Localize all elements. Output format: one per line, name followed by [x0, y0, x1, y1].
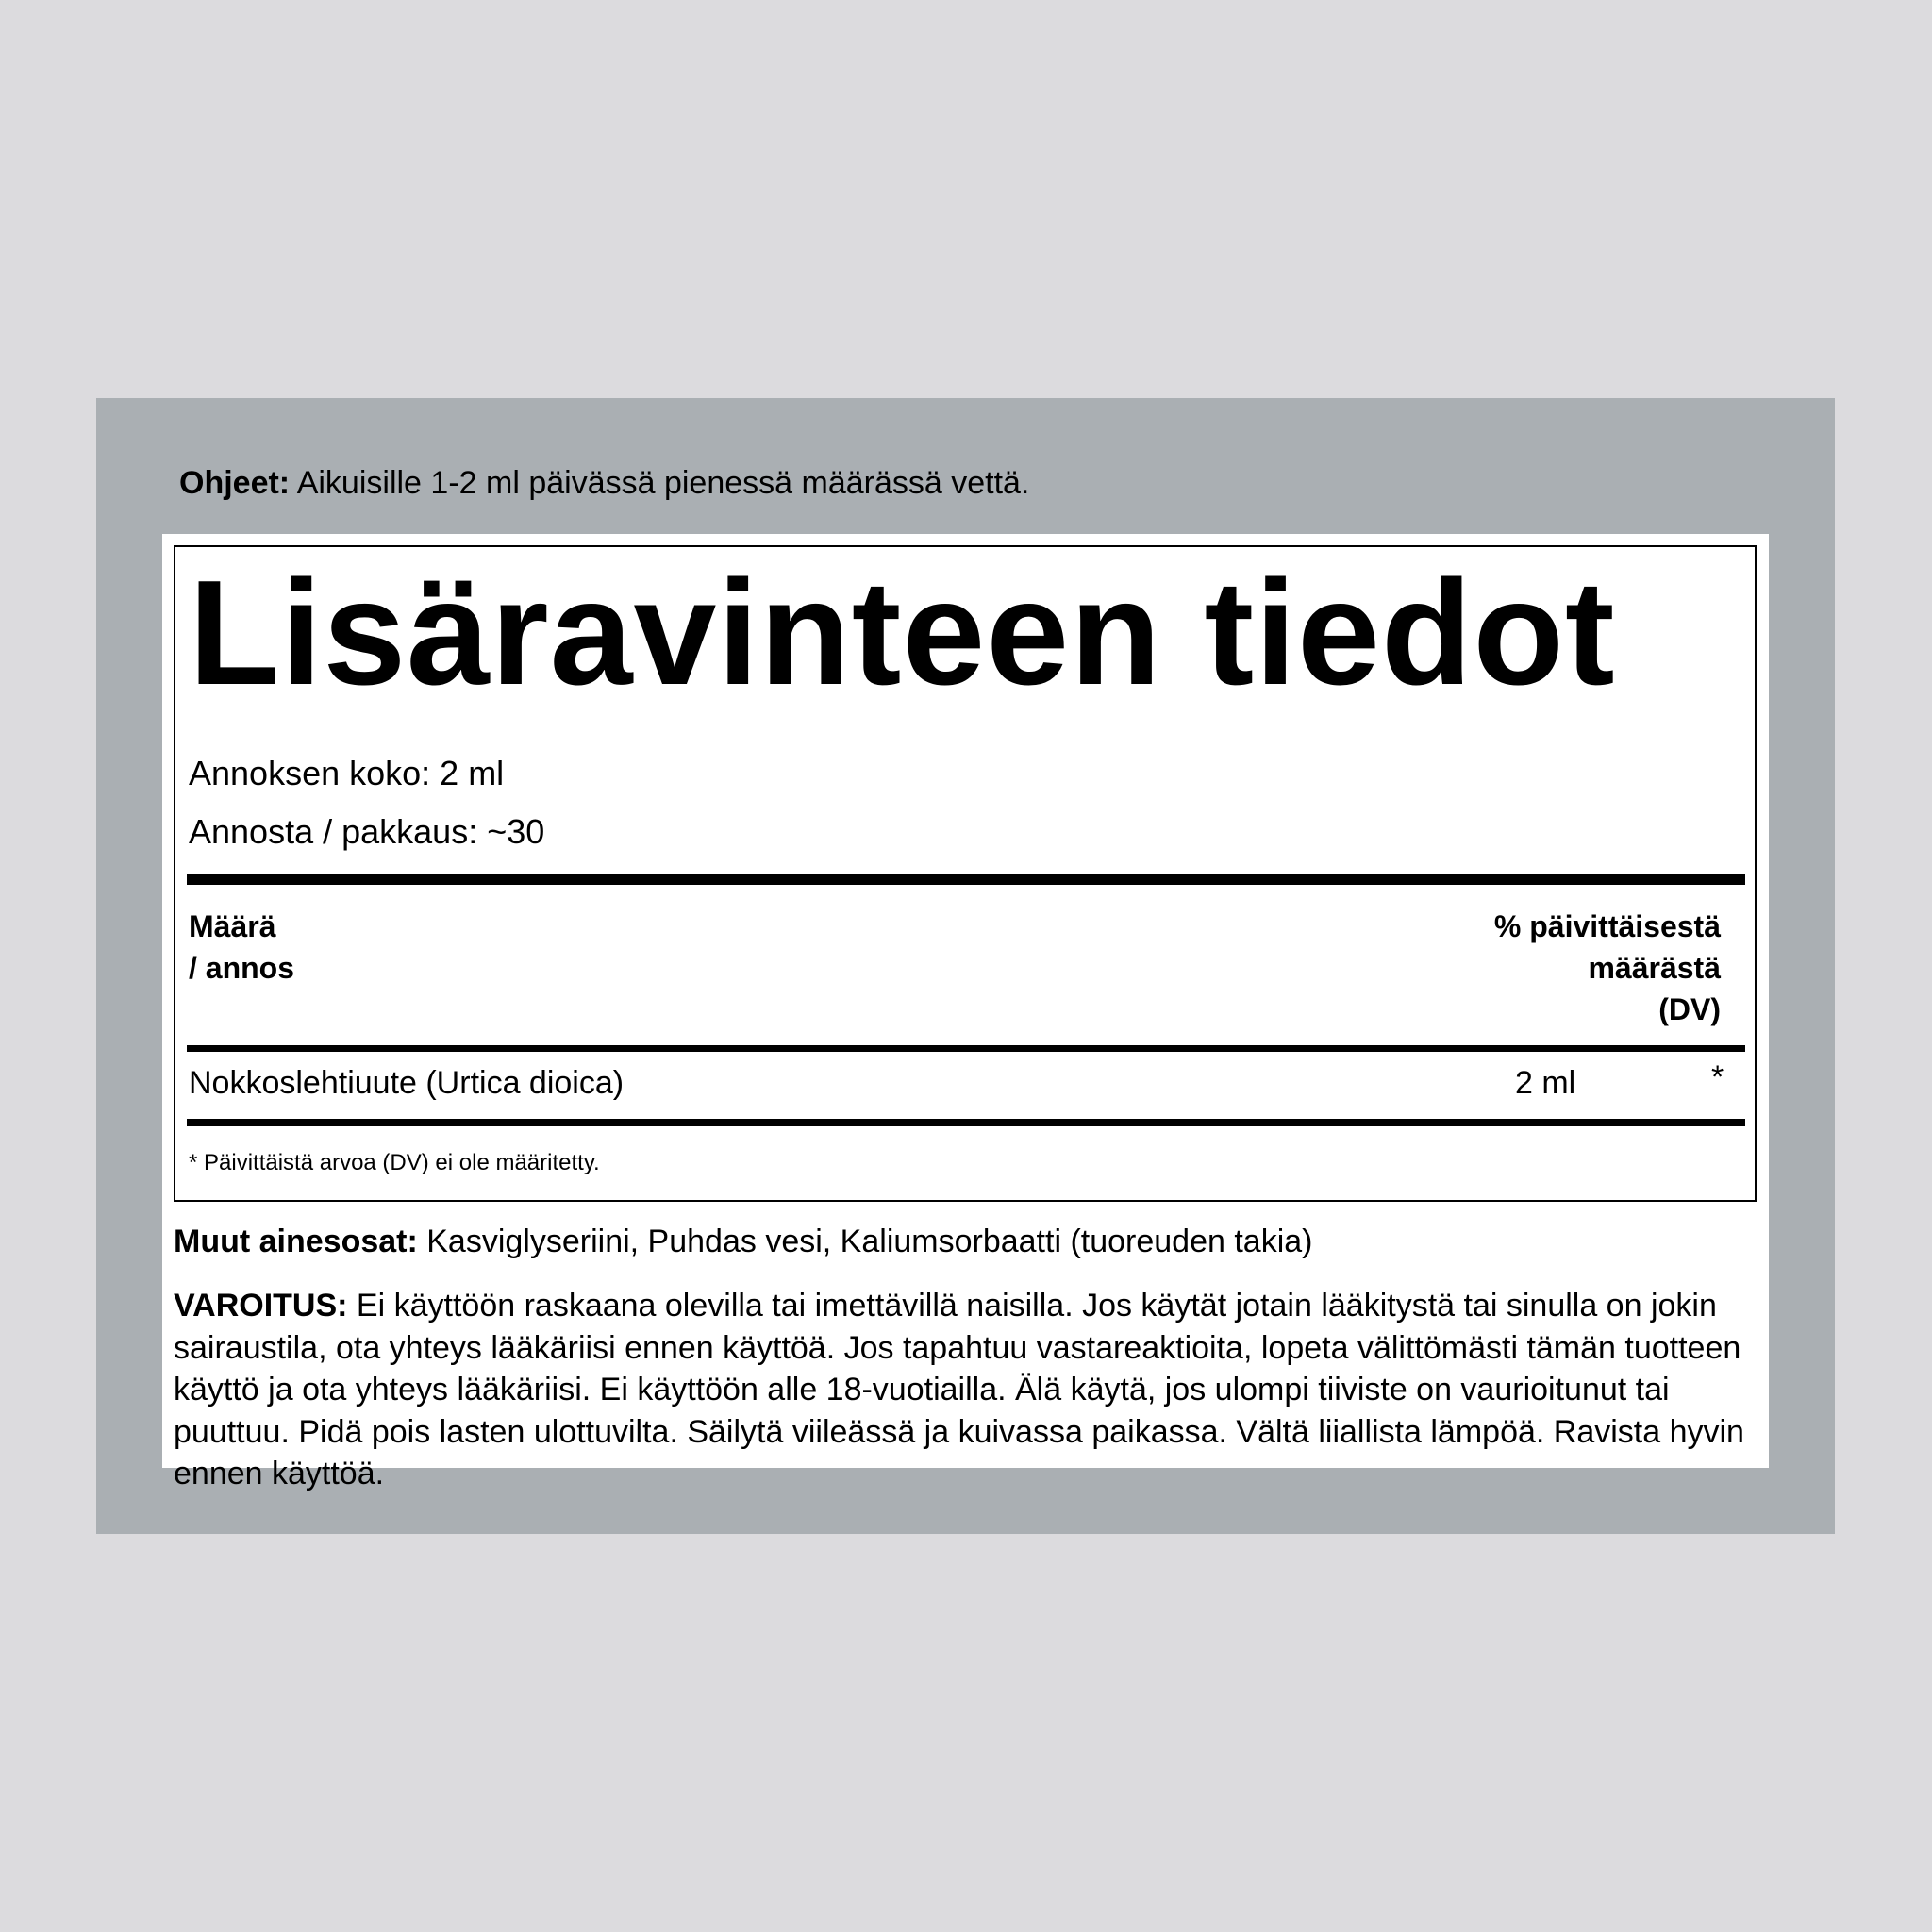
directions	[179, 460, 1029, 506]
daily-value-header	[1343, 906, 1721, 1030]
warning-label: VAROITUS:	[174, 1288, 348, 1324]
ingredient-dv: *	[1711, 1059, 1724, 1095]
warning	[174, 1285, 1749, 1495]
facts-title: Lisäravinteen tiedot	[189, 550, 1616, 716]
supplement-facts-box	[174, 545, 1757, 1202]
bottom-divider	[187, 1119, 1745, 1126]
dv-header-line: (DV)	[1658, 992, 1721, 1026]
dv-header-line: % päivittäisestä	[1493, 909, 1721, 943]
ingredient-name: Nokkoslehtiuute (Urtica dioica)	[189, 1065, 625, 1101]
directions-label: Ohjeet:	[179, 465, 291, 501]
thick-divider	[187, 874, 1745, 885]
ingredient-amount: 2 ml	[1515, 1065, 1576, 1101]
other-ingredients	[174, 1221, 1313, 1262]
warning-text: Ei käyttöön raskaana olevilla tai imettävillä naisilla. Jos käytät jotain lääkitystä tai sinulla on jokin sairaustila, ota yhteys lääkäriisi ennen käyttöä. Jos tapahtuu vastareaktioita, lopeta välittömästi tämän tuotteen käyttö ja ota yhteys lääkäriisi. Ei käyttöön alle 18-vuotiailla. Älä käytä, jos ulompi tiiviste on vaurioitunut tai puuttuu. Pidä pois lasten ulottuvilta. Säilytä viileässä ja kuivassa paikassa. Vältä liiallista lämpöä. Ravista hyvin ennen käyttöä.	[174, 1288, 1744, 1491]
amount-header-line: / annos	[189, 951, 295, 985]
dv-footnote: * Päivittäistä arvoa (DV) ei ole määritetty.	[189, 1150, 600, 1175]
other-ingredients-text: Kasviglyseriini, Puhdas vesi, Kaliumsorbaatti (tuoreuden takia)	[417, 1224, 1313, 1259]
directions-text: Aikuisille 1-2 ml päivässä pienessä määrässä vettä.	[290, 465, 1030, 501]
medium-divider	[187, 1045, 1745, 1052]
servings-per-container: Annosta / pakkaus: ~30	[189, 812, 545, 851]
amount-header-line: Määrä	[189, 909, 276, 943]
amount-per-serving-header	[189, 906, 566, 989]
serving-size: Annoksen koko: 2 ml	[189, 754, 505, 792]
other-ingredients-label: Muut ainesosat:	[174, 1224, 418, 1259]
dv-header-line: määrästä	[1588, 951, 1721, 985]
